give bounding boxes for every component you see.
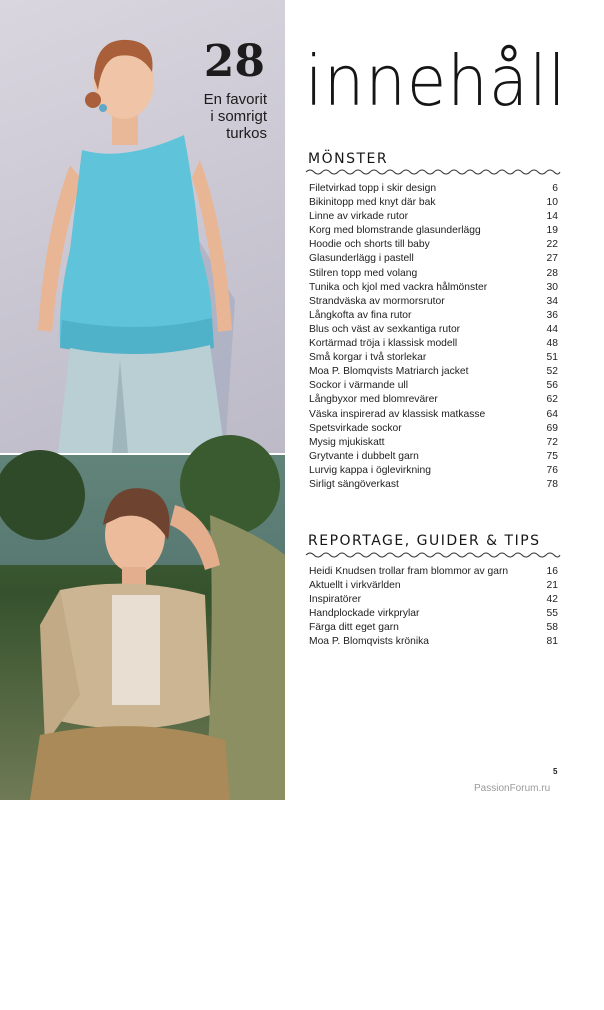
toc-entry-page: 34 xyxy=(546,295,558,307)
toc-entry-page: 19 xyxy=(546,225,558,237)
toc-entry-title: Inspiratörer xyxy=(309,594,362,606)
toc-entry-page: 42 xyxy=(546,594,558,606)
toc-entry-title: Tunika och kjol med vackra hålmönster xyxy=(309,281,488,293)
toc-entry[interactable] xyxy=(309,450,558,464)
toc-entry-title: Linne av virkade rutor xyxy=(309,211,409,223)
toc-entry-page: 10 xyxy=(546,197,558,209)
toc-entry-page: 55 xyxy=(546,608,558,620)
toc-entry-page: 76 xyxy=(546,464,558,476)
feature-page-number: 28 xyxy=(203,36,265,87)
feature-caption-line: i somrigt xyxy=(210,108,267,125)
toc-entry[interactable] xyxy=(309,436,558,450)
toc-entry[interactable] xyxy=(309,337,558,351)
toc-entry-title: Handplockade virkprylar xyxy=(309,608,420,620)
toc-entry[interactable] xyxy=(309,393,558,407)
toc-entry[interactable] xyxy=(309,252,558,266)
toc-entry[interactable] xyxy=(309,579,558,593)
toc-entry[interactable] xyxy=(309,422,558,436)
toc-entry[interactable] xyxy=(309,267,558,281)
toc-entry-title: Små korgar i två storlekar xyxy=(309,352,427,364)
toc-entry[interactable] xyxy=(309,478,558,492)
toc-entry-page: 21 xyxy=(546,580,558,592)
toc-entry-page: 58 xyxy=(546,622,558,634)
feature-caption-line: Härligt av xyxy=(201,976,265,993)
toc-entry[interactable] xyxy=(309,635,558,649)
toc-entry-page: 27 xyxy=(546,253,558,265)
toc-entry[interactable] xyxy=(309,196,558,210)
toc-entry-page: 22 xyxy=(546,239,558,251)
toc-entry-page: 51 xyxy=(546,352,558,364)
toc-entry-page: 64 xyxy=(546,408,558,420)
feature-caption-line: hexagoner xyxy=(194,993,265,1010)
toc-entry-page: 36 xyxy=(546,309,558,321)
toc-entry-page: 62 xyxy=(546,394,558,406)
feature-caption-line: En favorit xyxy=(203,91,267,108)
toc-entry-title: Kortärmad tröja i klassisk modell xyxy=(309,338,458,350)
toc-entry-page: 16 xyxy=(546,566,558,577)
photo-hexagon-vest xyxy=(0,455,285,1010)
toc-entry-title: Bikinitopp med knyt där bak xyxy=(309,197,436,209)
toc-entry-page: 75 xyxy=(546,450,558,462)
toc-entry[interactable] xyxy=(309,210,558,224)
toc-list-patterns xyxy=(309,182,558,492)
toc-entry-page: 28 xyxy=(546,267,558,279)
toc-entry[interactable] xyxy=(309,408,558,422)
toc-entry[interactable] xyxy=(309,295,558,309)
toc-entry-title: Långkofta av fina rutor xyxy=(309,309,412,321)
toc-entry-page: 6 xyxy=(552,183,558,194)
toc-entry-title: Grytvante i dubbelt garn xyxy=(309,450,419,462)
feature-caption-line: turkos xyxy=(226,125,267,142)
toc-entry[interactable] xyxy=(309,607,558,621)
toc-entry[interactable] xyxy=(309,281,558,295)
toc-entry[interactable] xyxy=(309,238,558,252)
toc-entry-page: 48 xyxy=(546,338,558,350)
toc-entry-title: Sirligt sängöverkast xyxy=(309,478,399,490)
toc-entry[interactable] xyxy=(309,365,558,379)
toc-entry-title: Färga ditt eget garn xyxy=(309,622,399,634)
page-title: innehåll xyxy=(305,42,567,123)
toc-entry[interactable] xyxy=(309,351,558,365)
toc-entry-title: Aktuellt i virkvärlden xyxy=(309,580,401,592)
wave-divider xyxy=(306,168,560,176)
toc-entry-title: Moa P. Blomqvists krönika xyxy=(309,636,429,648)
toc-entry[interactable] xyxy=(309,224,558,238)
toc-entry[interactable] xyxy=(309,565,558,579)
toc-entry-page: 44 xyxy=(546,323,558,335)
toc-entry-page: 14 xyxy=(546,211,558,223)
toc-entry[interactable] xyxy=(309,621,558,635)
toc-entry[interactable] xyxy=(309,379,558,393)
toc-entry-title: Blus och väst av sexkantiga rutor xyxy=(309,323,461,335)
toc-entry-title: Hoodie och shorts till baby xyxy=(309,239,430,251)
toc-entry-page: 52 xyxy=(546,366,558,378)
watermark: PassionForum.ru xyxy=(474,783,551,794)
section-heading-patterns: MÖNSTER xyxy=(308,151,389,167)
section-heading-reportage: REPORTAGE, GUIDER & TIPS xyxy=(308,533,541,549)
toc-entry-page: 30 xyxy=(546,281,558,293)
toc-entry-page: 78 xyxy=(546,478,558,490)
toc-entry-title: Heidi Knudsen trollar fram blommor av garn xyxy=(309,566,509,577)
toc-entry[interactable] xyxy=(309,593,558,607)
toc-entry[interactable] xyxy=(309,309,558,323)
toc-list-reportage xyxy=(309,565,558,650)
toc-entry[interactable] xyxy=(309,182,558,196)
toc-entry[interactable] xyxy=(309,323,558,337)
toc-entry-page: 69 xyxy=(546,422,558,434)
toc-entry-title: Stilren topp med volang xyxy=(309,267,418,279)
toc-entry-page: 81 xyxy=(546,636,558,648)
feature-caption xyxy=(135,976,265,1010)
toc-entry-title: Glasunderlägg i pastell xyxy=(309,253,414,265)
page-number: 5 xyxy=(553,767,558,776)
toc-entry[interactable] xyxy=(309,464,558,478)
toc-entry-page: 72 xyxy=(546,436,558,448)
toc-entry-title: Långbyxor med blomrevärer xyxy=(309,394,438,406)
toc-entry-title: Spetsvirkade sockor xyxy=(309,422,402,434)
toc-entry-title: Mysig mjukiskatt xyxy=(309,436,385,448)
photo-hexagon-vest-illustration xyxy=(0,455,285,800)
toc-entry-title: Väska inspirerad av klassisk matkasse xyxy=(309,408,486,420)
toc-entry-title: Korg med blomstrande glasunderlägg xyxy=(309,225,481,237)
wave-divider xyxy=(306,551,560,559)
feature-caption xyxy=(137,91,267,142)
toc-entry-title: Lurvig kappa i öglevirkning xyxy=(309,464,431,476)
toc-entry-page: 56 xyxy=(546,380,558,392)
toc-entry-title: Strandväska av mormorsrutor xyxy=(309,295,445,307)
feature-page-number: 44 xyxy=(205,923,267,974)
photo-turquoise-top xyxy=(0,0,285,453)
toc-entry-title: Filetvirkad topp i skir design xyxy=(309,183,437,194)
toc-entry-title: Moa P. Blomqvists Matriarch jacket xyxy=(309,366,469,378)
toc-entry-title: Sockor i värmande ull xyxy=(309,380,409,392)
